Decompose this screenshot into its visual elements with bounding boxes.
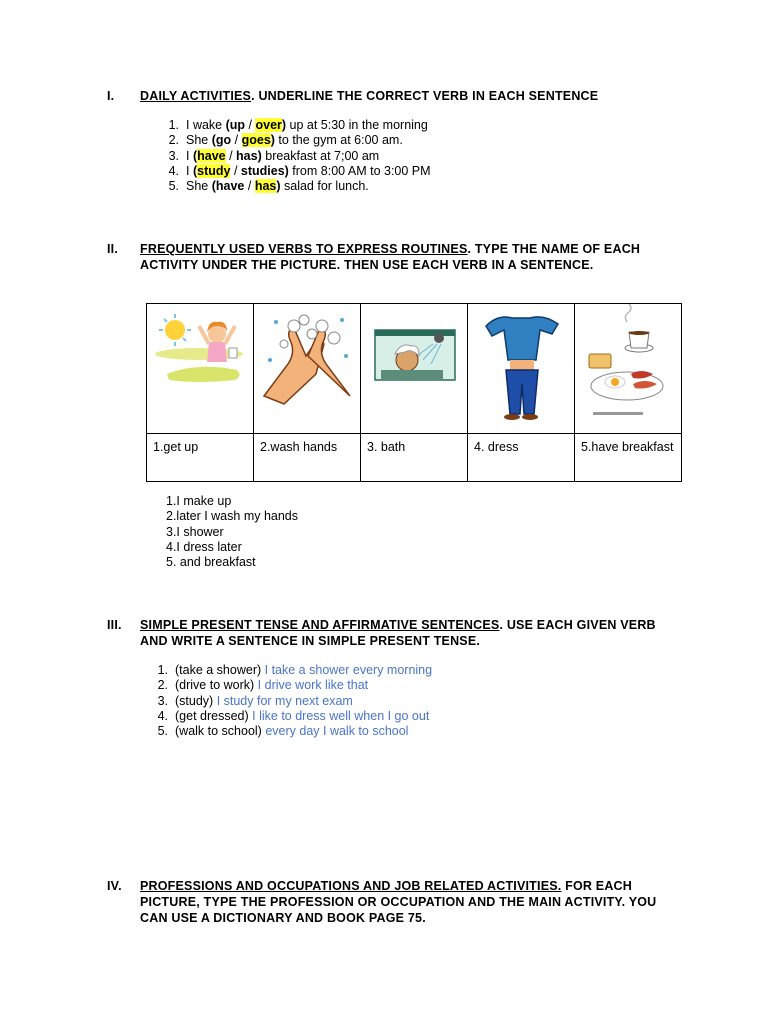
section-3-list [146,663,432,739]
section-2-sentences [166,494,298,570]
section-4-heading: IV. PROFESSIONS AND OCCUPATIONS AND JOB RELATED ACTIVITIES. FOR EACH PICTURE, TYPE THE PROFESSION OR OCCUPATION AND THE MAIN ACTIVITY. YOU CAN USE A DICTIONARY AND BOOK PAGE 75. [107,879,657,925]
answer-text: I take a shower every morning [264,663,433,677]
sun-girl-waking-icon [147,304,253,433]
list-item: 4. I (study / studies) from 8:00 AM to 3:00 PM [168,163,431,178]
list-item: 5. and breakfast [166,555,256,570]
answer-text: I like to dress well when I go out [252,708,430,723]
list-item: 4.I dress later [166,539,242,554]
section-3 [107,617,667,649]
list-item: 5. (walk to school) every day I walk to school [157,724,409,739]
picture-cell [575,304,682,434]
section-2-numeral: II. [107,242,119,256]
section-3-title: SIMPLE PRESENT TENSE AND AFFIRMATIVE SENTENCES [140,618,500,632]
section-1-numeral: I. [107,89,115,103]
section-2-heading: II. FREQUENTLY USED VERBS TO EXPRESS ROUTINES. TYPE THE NAME OF EACH ACTIVITY UNDER THE PICTURE. THEN USE EACH VERB IN A SENTENCE. [107,242,641,272]
list-item: 1. I wake (up / over) up at 5:30 in the morning [168,118,428,132]
activity-label: 2.wash hands [254,434,361,482]
section-3-numeral: III. [107,618,122,632]
list-item: 3. (study) I study for my next exam [157,693,353,708]
section-4 [107,878,667,926]
list-item: 3. I (have / has) breakfast at 7;00 am [168,148,380,163]
section-4-numeral: IV. [107,879,122,893]
washing-hands-icon [254,304,360,433]
section-1-title: DAILY ACTIVITIES [140,89,252,103]
section-2-title: FREQUENTLY USED VERBS TO EXPRESS ROUTINES [140,242,468,256]
activity-label: 5.have breakfast [575,434,682,482]
picture-cell [254,304,361,434]
list-item: 4. (get dressed) I like to dress well when I go out [157,708,430,723]
list-item: 1.I make up [166,494,232,508]
picture-cell [361,304,468,434]
section-1-heading: I. DAILY ACTIVITIES. UNDERLINE THE CORRECT VERB IN EACH SENTENCE [107,89,599,103]
answer-text: I drive work like that [257,678,369,693]
list-item: 2. (drive to work) I drive work like that [157,678,369,693]
breakfast-plate-icon [575,304,681,433]
section-4-title: PROFESSIONS AND OCCUPATIONS AND JOB RELATED ACTIVITIES. [140,879,562,893]
section-3-heading: III. SIMPLE PRESENT TENSE AND AFFIRMATIVE SENTENCES. USE EACH GIVEN VERB AND WRITE A SENTENCE IN SIMPLE PRESENT TENSE. [107,618,656,648]
list-item: 2. She (go / goes) to the gym at 6:00 am. [168,133,403,148]
section-1 [107,88,667,104]
activity-label: 3. bath [361,434,468,482]
section-1-list [157,118,431,194]
list-item: 3.I shower [166,524,224,539]
activity-label: 1.get up [147,434,254,482]
answer-text: every day I walk to school [265,724,409,739]
dressing-boy-icon [468,304,574,433]
picture-cell [468,304,575,434]
section-2 [107,241,667,273]
list-item: 2.later I wash my hands [166,509,299,524]
list-item: 5. She (have / has) salad for lunch. [168,179,369,194]
shower-bath-icon [361,304,467,433]
answer-text: I study for my next exam [216,693,353,708]
activity-label: 4. dress [468,434,575,482]
picture-cell [147,304,254,434]
activity-picture-table [146,303,682,482]
list-item: 1. (take a shower) I take a shower every morning [157,663,433,677]
